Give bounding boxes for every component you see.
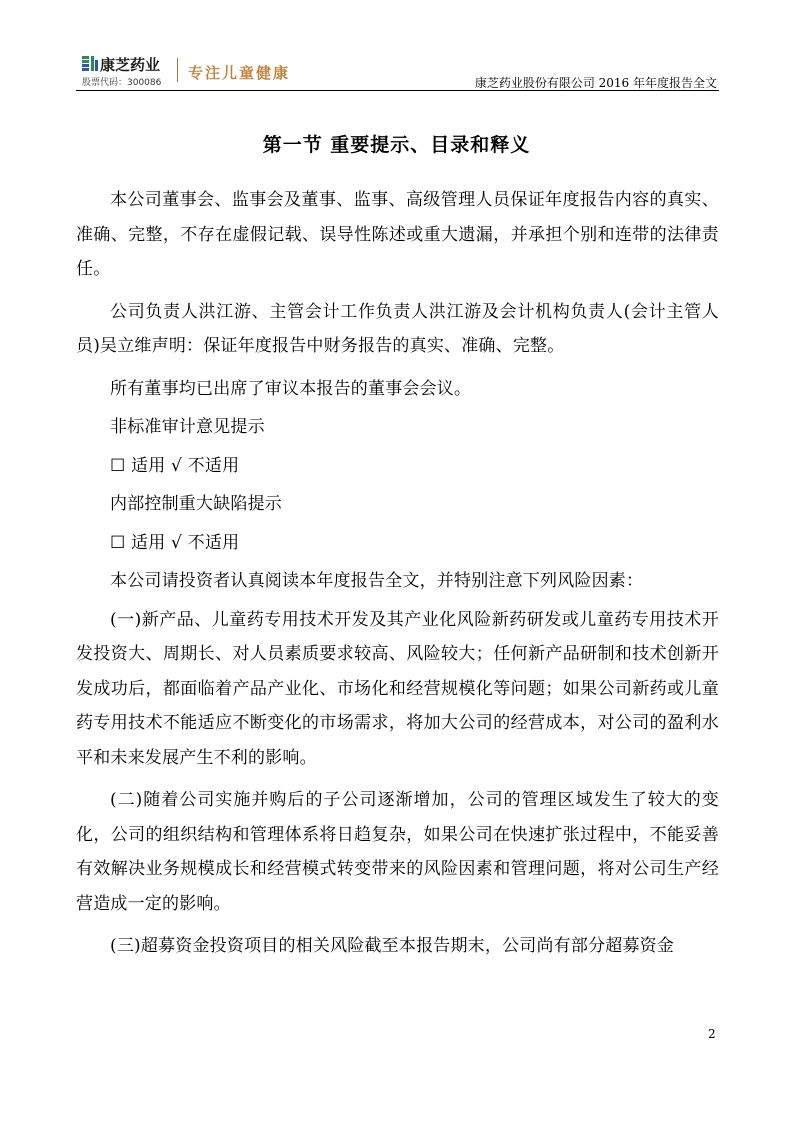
label-nonstandard-audit-opinion: 非标准审计意见提示	[110, 417, 265, 437]
paragraph-risk-2: (二)随着公司实施并购后的子公司逐渐增加，公司的管理区域发生了较大的变化，公司的组织结构和管理体系将日趋复杂，如果公司在快速扩张过程中，不能妥善有效解决业务规模成长和经营模式转变带来的风险因素和管理问题，将对公司生产经营造成一定的影响。	[76, 790, 719, 914]
paragraph-responsible-persons: 公司负责人洪江游、主管会计工作负责人洪江游及会计机构负责人(会计主管人员)吴立维声明：保证年度报告中财务报告的真实、准确、完整。	[76, 301, 719, 356]
logo-name: 康芝药业	[100, 56, 161, 74]
logo-mark-icon	[82, 56, 98, 72]
report-title: 康芝药业股份有限公司 2016 年年度报告全文	[474, 76, 717, 90]
page-header	[76, 50, 719, 91]
page-number: 2	[708, 1027, 716, 1041]
company-slogan: 专注儿童健康	[188, 64, 291, 82]
label-internal-control-defects: 内部控制重大缺陷提示	[110, 494, 282, 514]
section-title: 第一节 重要提示、目录和释义	[262, 134, 531, 156]
paragraph-risk-1: (一)新产品、儿童药专用技术开发及其产业化风险新药研发或儿童药专用技术开发投资大、周期长、对人员素质要求较高、风险较大；任何新产品研制和技术创新开发成功后，都面临着产品产业化、市场化和经营规模化等问题；如果公司新药或儿童药专用技术不能适应不断变化的市场需求，将加大公司的经营成本，对公司的盈利水平和未来发展产生不利的影响。	[76, 609, 719, 768]
company-logo	[82, 52, 176, 88]
paragraph-board-statement: 本公司董事会、监事会及董事、监事、高级管理人员保证年度报告内容的真实、准确、完整，不存在虚假记载、误导性陈述或重大遗漏，并承担个别和连带的法律责任。	[76, 190, 719, 279]
header-divider	[177, 58, 178, 82]
option-nonstandard-audit-applicability: ☐ 适用 √ 不适用	[110, 455, 240, 476]
paragraph-risk-3: (三)超募资金投资项目的相关风险截至本报告期末，公司尚有部分超募资金	[110, 936, 675, 956]
main-content	[76, 183, 719, 972]
paragraph-risk-intro: 本公司请投资者认真阅读本年度报告全文，并特别注意下列风险因素：	[110, 571, 644, 591]
option-internal-control-applicability: ☐ 适用 √ 不适用	[110, 532, 240, 553]
paragraph-directors-attendance: 所有董事均已出席了审议本报告的董事会会议。	[110, 378, 472, 399]
stock-code: 股票代码：300086	[82, 78, 162, 88]
